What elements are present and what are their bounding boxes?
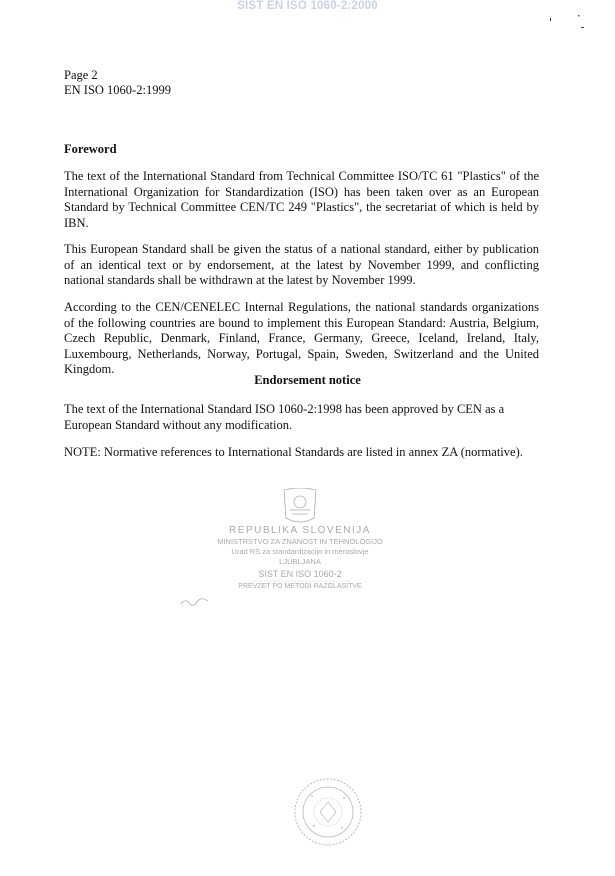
endorsement-heading: Endorsement notice — [254, 373, 361, 387]
scan-specks — [545, 14, 605, 34]
page-reference — [64, 68, 171, 98]
watermark-header: SIST EN ISO 1060-2:2000 — [237, 0, 378, 12]
ministry-stamp — [180, 488, 420, 608]
foreword-paragraph-1: The text of the International Standard from Technical Committee ISO/TC 61 "Plastics" of the International Organization for Standardization (ISO) has been taken over as an European Standard by Technical Committee CEN/TC 249 "Plastics", the secretariat of which is held by IBN. — [64, 169, 539, 230]
page-number: Page 2 — [64, 68, 98, 82]
foreword-paragraph-2: This European Standard shall be given the status of a national standard, either by publication of an identical text or by endorsement, at the latest by November 1999, and conflicting national standards shall be withdrawn at the latest by November 1999. — [64, 242, 539, 287]
endorsement-text: The text of the International Standard ISO 1060-2:1998 has been approved by CEN as a European Standard without any modification. — [64, 402, 505, 432]
standard-number: EN ISO 1060-2:1999 — [64, 83, 171, 97]
stamp-line-6: PREVZET PO METODI RAZGLASITVE — [238, 583, 362, 590]
normative-note: NOTE: Normative references to International Standards are listed in annex ZA (normative). — [64, 445, 523, 459]
stamp-line-3: Urad RS za standardizacijo in meroslovje — [231, 547, 369, 556]
stamp-line-5: SIST EN ISO 1060-2 — [258, 569, 342, 579]
stamp-line-4: LJUBLJANA — [279, 557, 321, 566]
foreword-paragraph-3: According to the CEN/CENELEC Internal Regulations, the national standards organizations of the following countries are bound to implement this European Standard: Austria, Belgium, Czech Republic, Denmark, Finland, France, Germany, Greece, Iceland, Ireland, Italy, Luxembourg, Netherlands, Norway, Portugal, Spain, Sweden, Switzerland and the United Kingdom. — [64, 300, 539, 376]
foreword-heading: Foreword — [64, 142, 117, 156]
handwritten-mark — [180, 596, 210, 608]
stamp-line-1: REPUBLIKA SLOVENIJA — [229, 525, 371, 536]
round-seal — [292, 776, 364, 848]
stamp-line-2: MINISTRSTVO ZA ZNANOST IN TEHNOLOGIJO — [217, 537, 383, 546]
